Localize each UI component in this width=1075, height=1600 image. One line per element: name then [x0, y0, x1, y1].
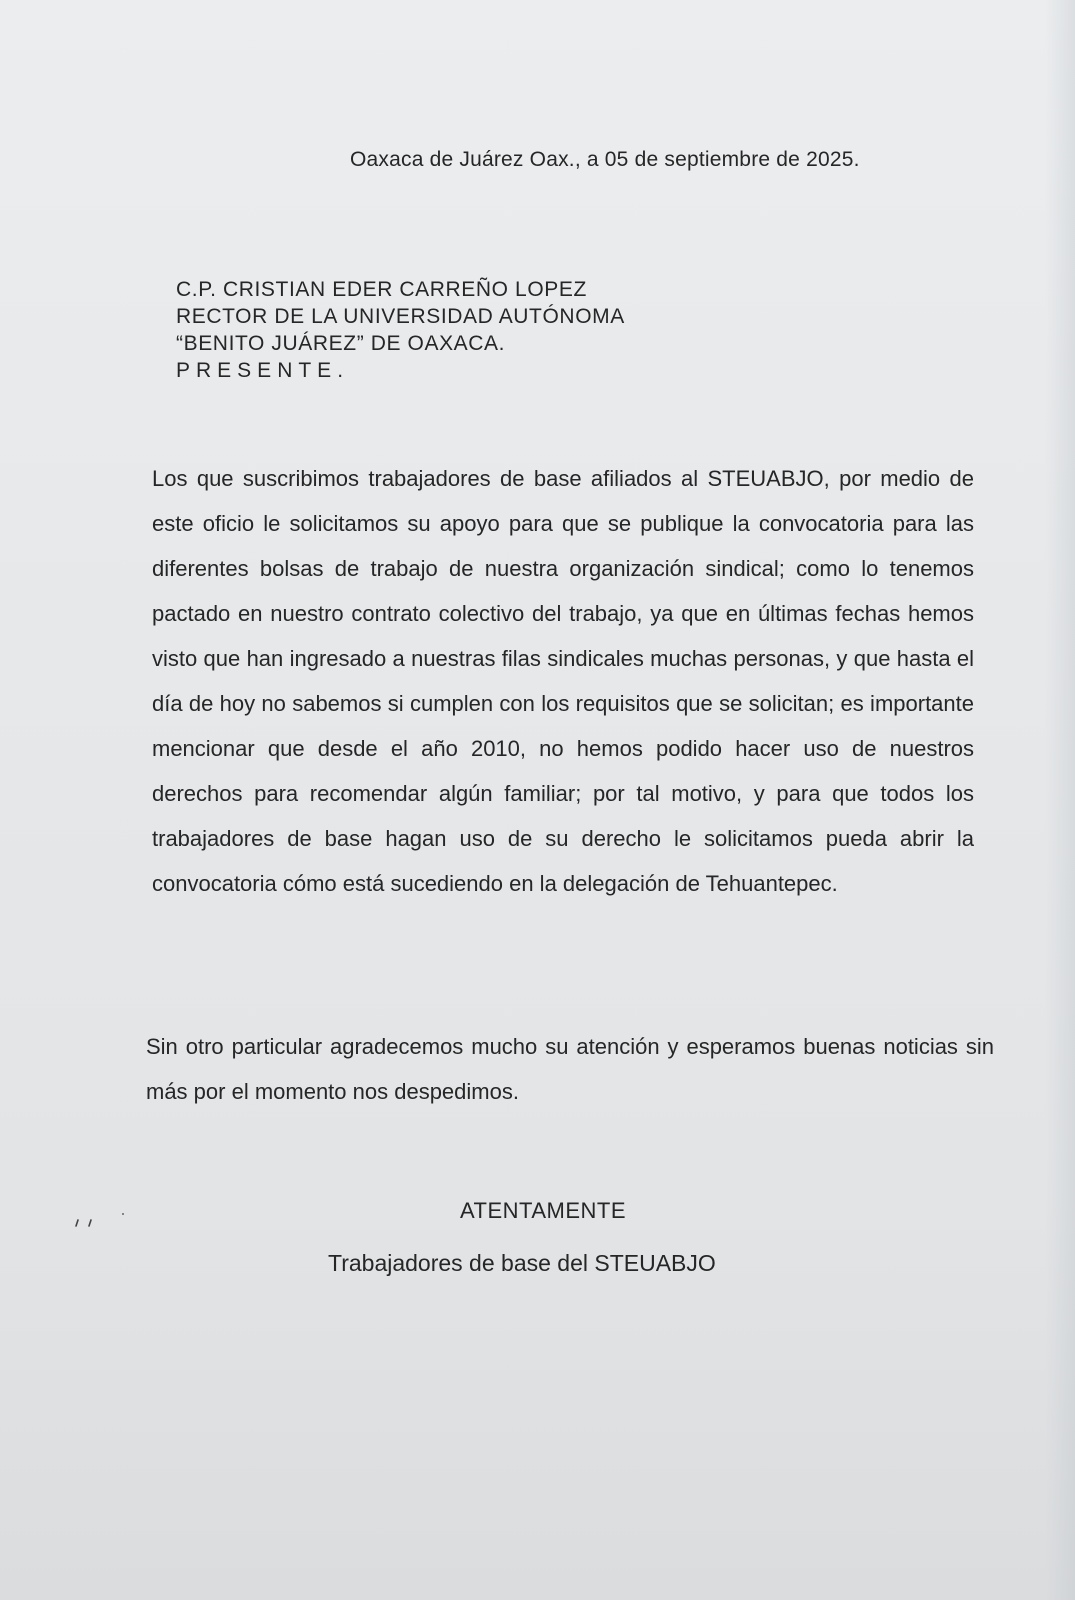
closing-salutation: ATENTAMENTE	[460, 1198, 627, 1223]
recipient-title: RECTOR DE LA UNIVERSIDAD AUTÓNOMA	[176, 305, 625, 328]
body-paragraph-farewell: Sin otro particular agradecemos mucho su atención y esperamos buenas noticias sin más por el momento nos despedimos.	[146, 1034, 994, 1104]
body-paragraph-request: Los que suscribimos trabajadores de base afiliados al STEUABJO, por medio de este oficio le solicitamos su apoyo para que se publique la convocatoria para las diferentes bolsas de trabajo de nuestra organización sindical; como lo tenemos pactado en nuestro contrato colectivo del trabajo, ya que en últimas fechas hemos visto que han ingresado a nuestras filas sindicales muchas personas, y que hasta el día de hoy no sabemos si cumplen con los requisitos que se solicitan; es importante mencionar que desde el año 2010, no hemos podido hacer uso de nuestros derechos para recomendar algún familiar; por tal motivo, y para que todos los trabajadores de base hagan uso de su derecho le solicitamos pueda abrir la convocatoria cómo está sucediendo en la delegación de Tehuantepec.	[152, 466, 974, 896]
date-line: Oaxaca de Juárez Oax., a 05 de septiembre de 2025.	[350, 148, 860, 171]
stray-pen-marks	[72, 1212, 132, 1232]
recipient-block	[176, 276, 625, 384]
signature-line: Trabajadores de base del STEUABJO	[328, 1250, 716, 1276]
recipient-presente: PRESENTE.	[176, 359, 350, 382]
page-edge-shadow	[1045, 0, 1075, 1600]
recipient-institution: “BENITO JUÁREZ” DE OAXACA.	[176, 332, 506, 355]
recipient-name: C.P. CRISTIAN EDER CARREÑO LOPEZ	[176, 278, 587, 301]
